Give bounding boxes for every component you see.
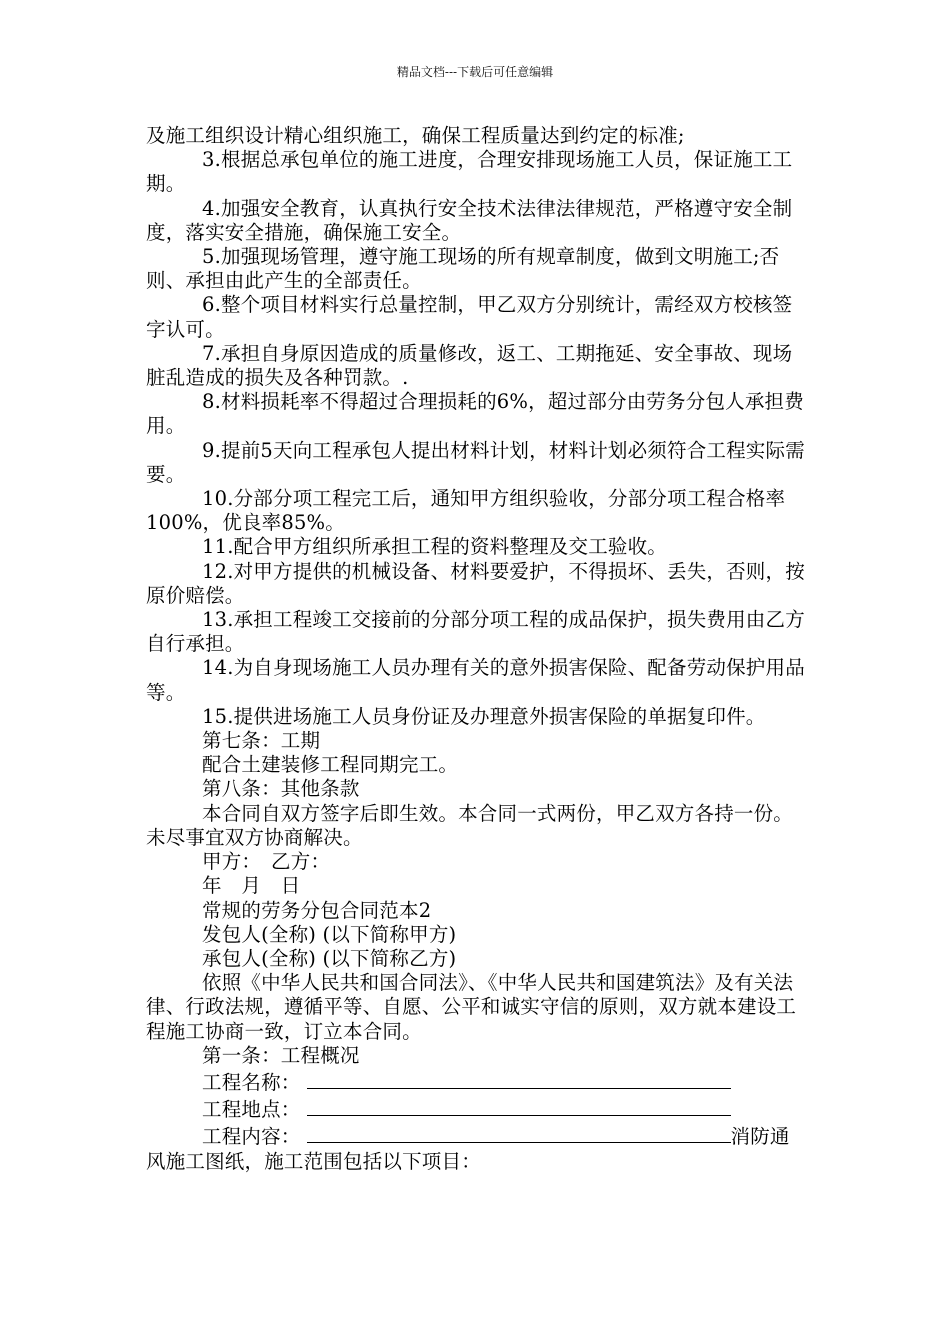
signature-line: 甲方： 乙方： xyxy=(202,850,331,874)
field-project-name xyxy=(146,1068,811,1095)
paragraph: 及施工组织设计精心组织施工，确保工程质量达到约定的标准; xyxy=(146,124,685,147)
clause-8: 8.材料损耗率不得超过合理损耗的6%，超过部分由劳务分包人承担费用。 xyxy=(146,390,804,438)
clause-15: 15.提供进场施工人员身份证及办理意外损害保险的单据复印件。 xyxy=(202,704,766,728)
date-line: 年 月 日 xyxy=(202,874,301,898)
document-body xyxy=(146,124,811,1174)
field-label: 工程地点： xyxy=(202,1098,301,1122)
article-heading: 第七条：工期 xyxy=(202,729,321,753)
blank-line xyxy=(307,1068,731,1089)
blank-line xyxy=(307,1095,731,1116)
field-project-content xyxy=(146,1122,811,1149)
article-heading: 第一条：工程概况 xyxy=(202,1043,360,1067)
party-a-line: 发包人(全称) (以下简称甲方) xyxy=(202,922,457,946)
clause-3: 3.根据总承包单位的施工进度，合理安排现场施工人员，保证施工工期。 xyxy=(146,148,793,196)
paragraph: 配合土建装修工程同期完工。 xyxy=(202,753,459,777)
clause-7: 7.承担自身原因造成的质量修改，返工、工期拖延、安全事故、现场脏乱造成的损失及各种罚款。. xyxy=(146,341,793,390)
paragraph: 本合同自双方签字后即生效。本合同一式两份，甲乙双方各持一份。未尽事宜双方协商解决。 xyxy=(146,801,794,849)
clause-9: 9.提前5天向工程承包人提出材料计划，材料计划必须符合工程实际需要。 xyxy=(146,438,805,486)
paragraph: 风施工图纸，施工范围包括以下项目： xyxy=(146,1149,481,1173)
article-heading: 第八条：其他条款 xyxy=(202,777,360,801)
field-label: 工程内容： xyxy=(202,1125,301,1149)
clause-12: 12.对甲方提供的机械设备、材料要爱护，不得损坏、丢失，否则，按原价赔偿。 xyxy=(146,559,805,607)
clause-14: 14.为自身现场施工人员办理有关的意外损害保险、配备劳动保护用品等。 xyxy=(146,656,805,704)
field-suffix: 消防通 xyxy=(730,1125,790,1149)
field-label: 工程名称： xyxy=(202,1070,301,1094)
clause-13: 13.承担工程竣工交接前的分部分项工程的成品保护，损失费用由乙方自行承担。 xyxy=(146,608,805,656)
page-header: 精品文档---下载后可任意编辑 xyxy=(396,65,554,79)
field-project-location xyxy=(146,1095,811,1122)
blank-line xyxy=(307,1122,731,1143)
clause-6: 6.整个项目材料实行总量控制，甲乙双方分别统计，需经双方校核签字认可。 xyxy=(146,293,793,341)
paragraph: 依照《中华人民共和国合同法》、《中华人民共和国建筑法》及有关法律、行政法规，遵循平等、自愿、公平和诚实守信的原则，双方就本建设工程施工协商一致，订立本合同。 xyxy=(146,971,797,1043)
party-b-line: 承包人(全称) (以下简称乙方) xyxy=(202,946,457,970)
section-title: 常规的劳务分包合同范本2 xyxy=(202,898,432,922)
clause-4: 4.加强安全教育，认真执行安全技术法律法律规范，严格遵守安全制度，落实安全措施，确保施工安全。 xyxy=(146,196,793,244)
clause-5: 5.加强现场管理，遵守施工现场的所有规章制度，做到文明施工;否则、承担由此产生的全部责任。 xyxy=(146,245,780,293)
clause-10: 10.分部分项工程完工后，通知甲方组织验收，分部分项工程合格率100%，优良率85%。 xyxy=(146,487,786,535)
clause-11: 11.配合甲方组织所承担工程的资料整理及交工验收。 xyxy=(202,535,668,559)
